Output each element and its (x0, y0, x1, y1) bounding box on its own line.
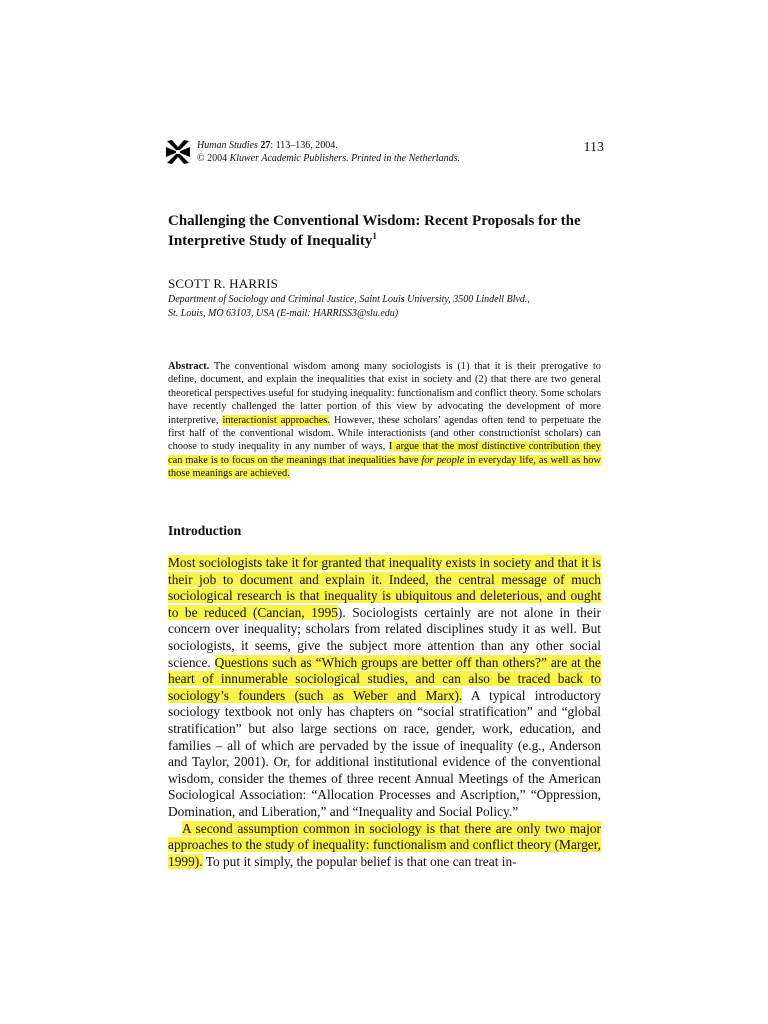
introduction-body (168, 555, 601, 870)
journal-pages-year: : 113–136, 2004. (270, 140, 338, 151)
title-line-1: Challenging the Conventional Wisdom: Recent Proposals for the (168, 213, 581, 229)
para1-text-2: A typical introductory sociology textbook not only has chapters on “social stratification” and “global stratification” but also large sections on race, gender, work, education, and families – all of which are pervaded by the issue of inequality (e.g., Anderson and Taylor, 2001). Or, for additional institutional evidence of the conventional wisdom, consider the themes of three recent Annual Meetings of the American Sociological Association: “Allocation Processes and Ascription,” “Oppression, Domination, and Liberation,” and “Inequality and Social Policy.” (168, 687, 601, 819)
copyright-symbol: © (197, 153, 205, 164)
para1-highlight-1: Most sociologists take it for granted that inequality exists in society and that it is their job to document and explain it. Indeed, the central message of much sociological research is that inequality is ubiquitous and deleterious, and ought to be reduced (Cancian, 1995 (168, 555, 601, 620)
abstract-label: Abstract. (168, 361, 210, 372)
journal-volume: 27 (260, 140, 271, 151)
para1-highlight-2: Questions such as “Which groups are better off than others?” are at the heart of innumerable sociological studies, and can also be traced back to sociology’s founders (such as Weber and Marx). (168, 654, 601, 703)
affiliation-line-2: St. Louis, MO 63103, USA (E-mail: HARRISS3@slu.edu) (168, 307, 399, 319)
section-heading-introduction: Introduction (168, 523, 242, 538)
para2-text-1: To put it simply, the popular belief is that one can treat in- (202, 853, 517, 869)
abstract-highlight-2b: in everyday life, as well as how those meanings are achieved. (168, 454, 602, 480)
abstract-highlight-1: interactionist approaches. (222, 414, 331, 426)
journal-name: Human Studies (197, 140, 258, 151)
abstract-highlight-2a: I argue that the most distinctive contribution they can make is to focus on the meanings that inequalities have (168, 441, 601, 466)
publisher-logo-icon (166, 139, 190, 165)
page-number: 113 (583, 140, 604, 155)
paragraph-2 (168, 821, 601, 871)
title-line-2: Interpretive Study of Inequality (168, 232, 373, 249)
abstract (168, 360, 601, 481)
author-name: SCOTT R. HARRIS (168, 276, 279, 291)
publisher-note: Kluwer Academic Publishers. Printed in the Netherlands. (229, 153, 460, 164)
article-title (168, 212, 608, 251)
paragraph-1 (168, 555, 601, 821)
author-affiliation (168, 293, 618, 320)
abstract-emphasis: for people (421, 454, 465, 466)
para1-text-1: ). Sociologists certainly are not alone in their concern over inequality; scholars from related disciplines study it as well. But sociologists, it seems, give the subject more attention than any other social science. (168, 604, 602, 670)
para2-highlight-1: A second assumption common in sociology is that there are only two major approaches to the study of inequality: functionalism and conflict theory (Marger, 1999). (168, 820, 601, 869)
title-footnote-marker: 1 (372, 230, 377, 241)
journal-citation (197, 139, 460, 165)
abstract-text-1: The conventional wisdom among many sociologists is (1) that it is their prerogative to define, document, and explain the inequalities that exist in society and (2) that there are two general theoretical perspectives useful for studying inequality: functionalism and conflict theory. Some scholars have recently challenged the latter portion of this view by advocating the development of more interpretive, (168, 361, 601, 426)
abstract-text-2: However, these scholars’ agendas often tend to perpetuate the first half of the conventional wisdom. While interactionists (and other constructionist scholars) can choose to study inequality in any number of ways, (168, 414, 601, 453)
affiliation-line-1: Department of Sociology and Criminal Justice, Saint Louis University, 3500 Lindell Blvd., (168, 294, 530, 305)
copyright-year: 2004 (207, 153, 228, 164)
